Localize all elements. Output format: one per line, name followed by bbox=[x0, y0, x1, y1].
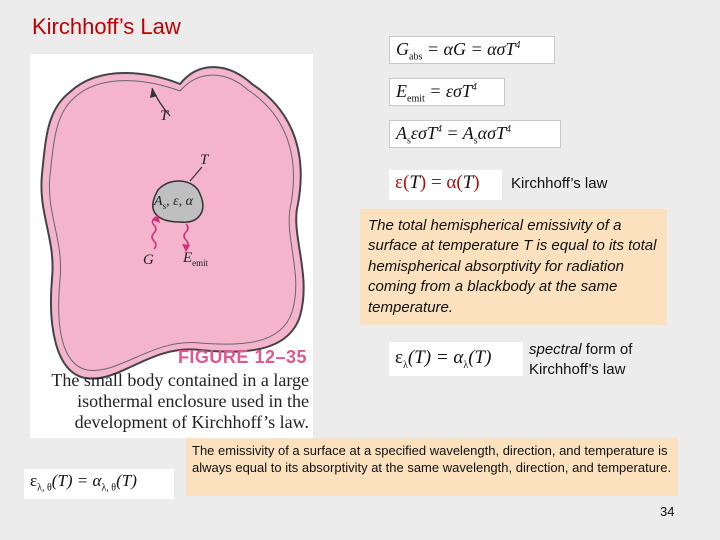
enclosure-temp-label: T bbox=[160, 108, 169, 124]
figure-panel bbox=[30, 54, 313, 438]
spectral-kirchhoff-equation: $\varepsilon_\lambda(T) = \alpha_\lambda(T)$ bbox=[389, 342, 523, 376]
slide-title: Kirchhoff’s Law bbox=[32, 14, 181, 39]
absorbed-irradiation-equation: $G_{abs} = \alpha G = \alpha\sigma T^4$ bbox=[389, 36, 555, 64]
figure-caption: The small body contained in a large isothermal enclosure used in the development of Kirchhoff’s law. bbox=[51, 370, 309, 432]
body-props-label: $A_s$, ε, α bbox=[154, 194, 193, 211]
directional-statement: The emissivity of a surface at a specified wavelength, direction, and temperature is always equal to its absorptivity at the same wavelength, direction, and temperature. bbox=[186, 438, 678, 496]
kirchhoff-equation: ε(T) = α(T) bbox=[389, 170, 502, 200]
enclosure-shape bbox=[41, 67, 303, 379]
figure-caption-title: FIGURE 12–35 bbox=[177, 347, 307, 367]
body-temp-label: T bbox=[200, 152, 209, 168]
emission-label: $E_{emit}$ bbox=[183, 250, 209, 268]
energy-balance-equation: $A_s\varepsilon\sigma T^4 = A_s\alpha\sigma T^4$ bbox=[389, 120, 561, 148]
kirchhoff-law-label: Kirchhoff’s law bbox=[511, 175, 608, 192]
emitted-radiation-equation: $E_{emit} = \varepsilon\sigma T^4$ bbox=[389, 78, 505, 106]
kirchhoff-statement: The total hemispherical emissivity of a surface at temperature T is equal to its total hemispherical absorptivity for radiation coming from a blackbody at the same temperature. bbox=[360, 209, 667, 325]
spectral-form-label: spectral form of Kirchhoff’s law bbox=[529, 341, 633, 378]
irradiation-label: G bbox=[143, 252, 154, 268]
directional-spectral-equation: $\varepsilon_{\lambda, \theta}(T) = \alpha_{\lambda, \theta}(T)$ bbox=[24, 469, 174, 499]
page-number: 34 bbox=[660, 504, 675, 519]
